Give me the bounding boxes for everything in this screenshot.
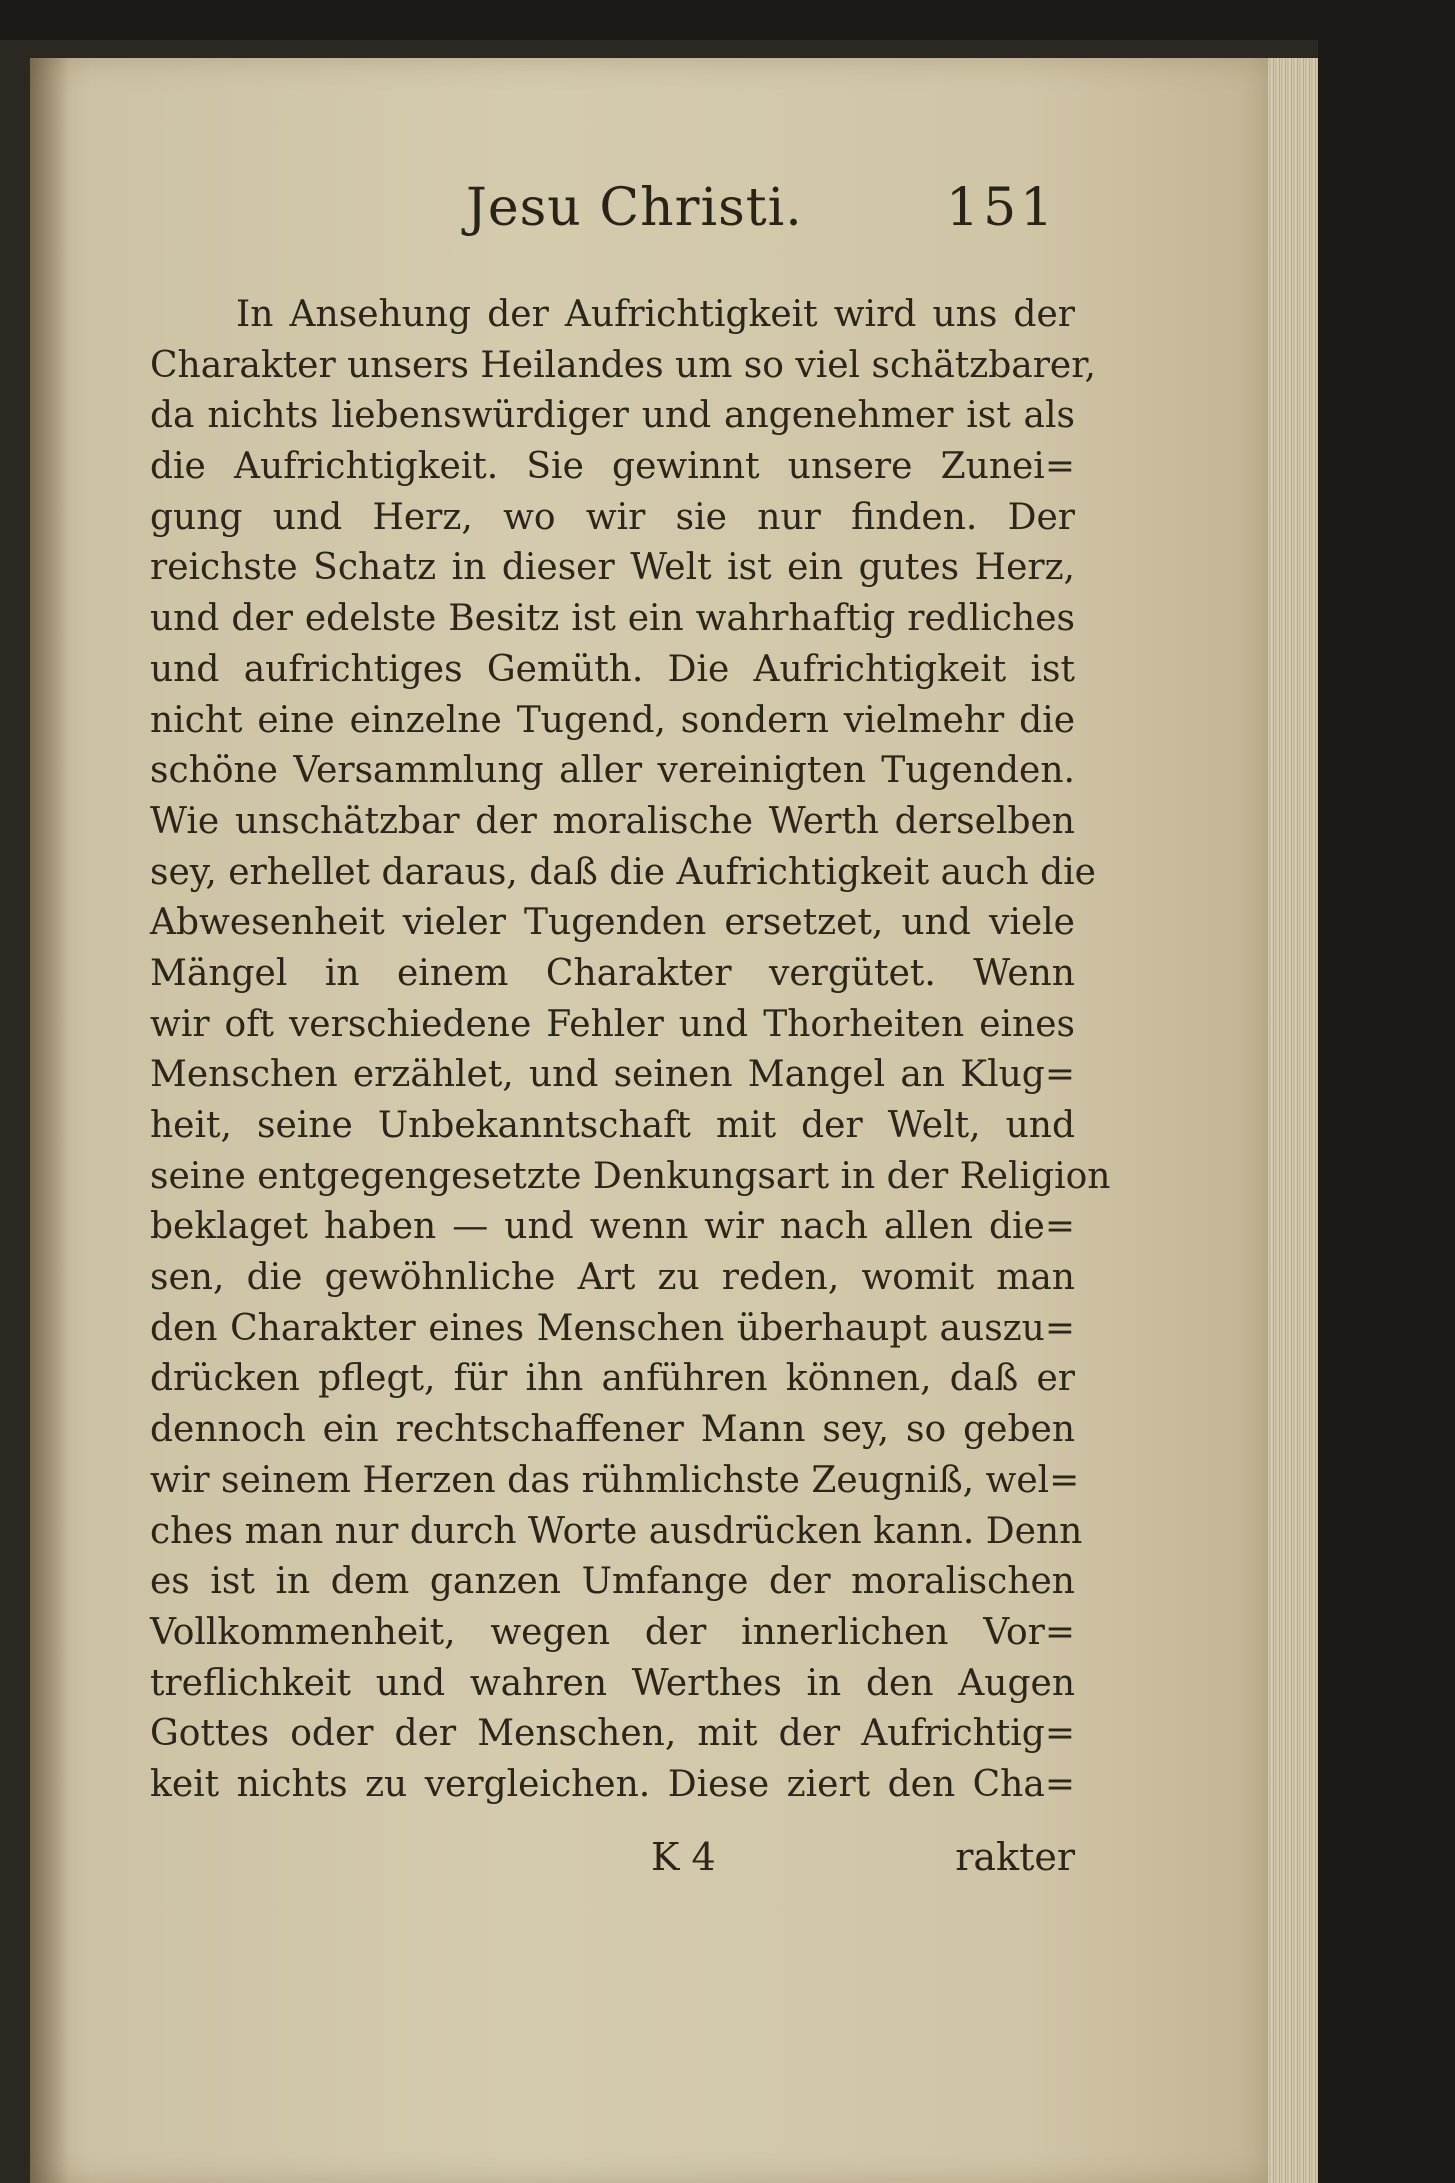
- page-footer: [168, 1835, 1075, 1891]
- text-line: da nichts liebenswürdiger und angenehmer ist als: [150, 395, 1075, 437]
- text-line: In Ansehung der Aufrichtigkeit wird uns der: [236, 294, 1075, 335]
- text-line: sen, die gewöhnliche Art zu reden, womit man: [150, 1257, 1075, 1299]
- text-line: Menschen erzählet, und seinen Mangel an Klug=: [150, 1054, 1075, 1096]
- running-title: Jesu Christi.: [466, 178, 803, 238]
- text-line: den Charakter eines Menschen überhaupt auszu=: [150, 1307, 1075, 1349]
- body-text: [150, 290, 1111, 1811]
- text-line: schöne Versammlung aller vereinigten Tugenden.: [150, 750, 1075, 792]
- text-line: Vollkommenheit, wegen der innerlichen Vor=: [150, 1611, 1075, 1653]
- text-line: sey, erhellet daraus, daß die Aufrichtigkeit auch die: [150, 851, 1096, 893]
- signature-mark: K 4: [651, 1835, 716, 1879]
- text-line: es ist in dem ganzen Umfange der moralischen: [150, 1561, 1075, 1603]
- text-line: Abwesenheit vieler Tugenden ersetzet, und viele: [150, 902, 1075, 944]
- text-line: und aufrichtiges Gemüth. Die Aufrichtigkeit ist: [150, 648, 1075, 690]
- text-line: die Aufrichtigkeit. Sie gewinnt unsere Zunei=: [150, 446, 1075, 488]
- text-line: seine entgegengesetzte Denkungsart in der Religion: [150, 1155, 1111, 1197]
- page-number: 151: [946, 178, 1058, 238]
- text-line: nicht eine einzelne Tugend, sondern vielmehr die: [150, 699, 1075, 741]
- text-line: Mängel in einem Charakter vergütet. Wenn: [150, 952, 1075, 994]
- text-line: reichste Schatz in dieser Welt ist ein gutes Herz,: [150, 547, 1075, 589]
- text-line: gung und Herz, wo wir sie nur finden. Der: [150, 496, 1075, 538]
- spine-shadow: [30, 58, 70, 2183]
- text-line: Charakter unsers Heilandes um so viel schätzbarer,: [150, 344, 1096, 386]
- text-line: dennoch ein rechtschaffener Mann sey, so geben: [150, 1409, 1075, 1451]
- text-line: Gottes oder der Menschen, mit der Aufrichtig=: [150, 1713, 1075, 1755]
- page-header: [466, 178, 1066, 248]
- text-line: ches man nur durch Worte ausdrücken kann. Denn: [150, 1510, 1083, 1552]
- text-line: und der edelste Besitz ist ein wahrhaftig redliches: [150, 598, 1075, 640]
- text-line: treflichkeit und wahren Werthes in den Augen: [150, 1662, 1075, 1704]
- text-line: wir seinem Herzen das rühmlichste Zeugniß, wel=: [150, 1459, 1080, 1501]
- text-line: wir oft verschiedene Fehler und Thorheiten eines: [150, 1003, 1075, 1045]
- text-line: heit, seine Unbekanntschaft mit der Welt, und: [150, 1105, 1075, 1146]
- text-line: beklaget haben — und wenn wir nach allen die=: [150, 1206, 1075, 1248]
- text-line: Wie unschätzbar der moralische Werth derselben: [150, 800, 1075, 842]
- catchword: rakter: [955, 1835, 1075, 1879]
- page-edges: [1268, 58, 1318, 2183]
- text-line: keit nichts zu vergleichen. Diese ziert den Cha=: [150, 1763, 1075, 1805]
- text-line: drücken pflegt, für ihn anführen können, daß er: [150, 1358, 1075, 1400]
